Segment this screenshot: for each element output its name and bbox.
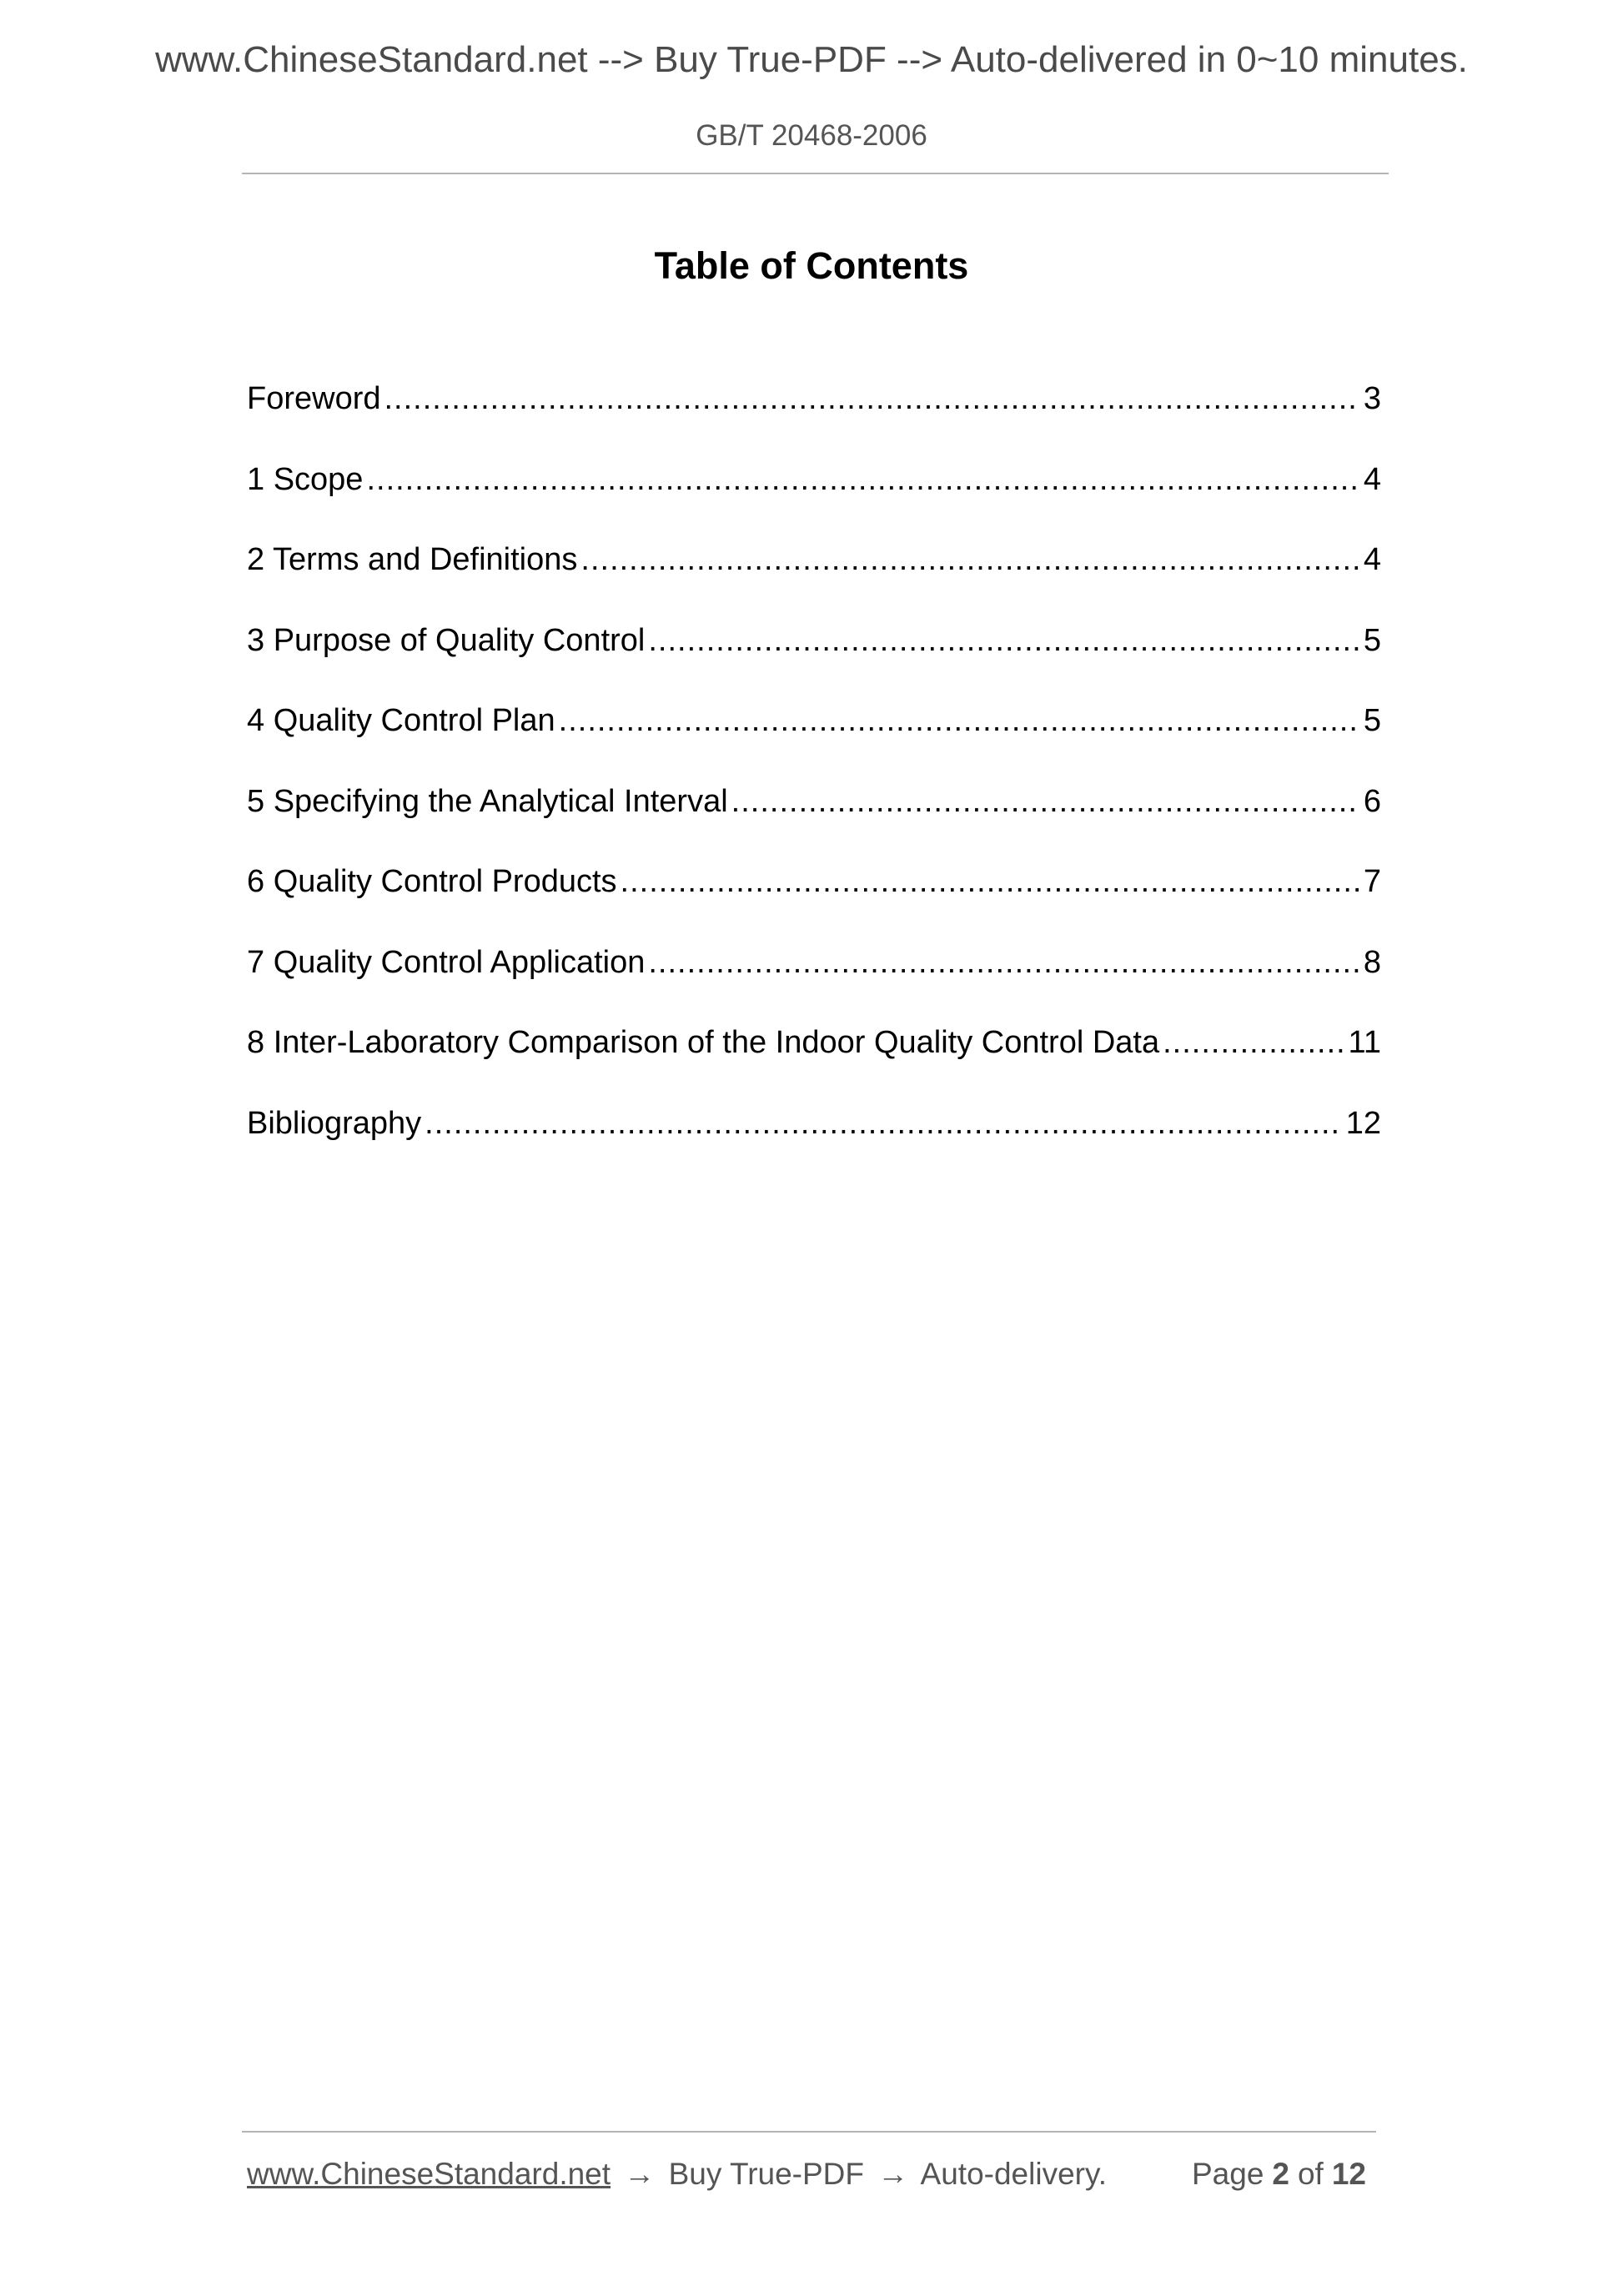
toc-entry-page: 12 <box>1345 1105 1381 1141</box>
toc-entry-label: 2 Terms and Definitions <box>247 542 578 577</box>
of-word: of <box>1297 2157 1324 2191</box>
page-indicator <box>1192 2158 1374 2189</box>
page-word: Page <box>1191 2157 1264 2191</box>
toc-dot-leader <box>384 383 1360 414</box>
toc-dot-leader <box>1163 1027 1344 1058</box>
toc-entry-label: 5 Specifying the Analytical Interval <box>247 783 728 819</box>
toc-dot-leader <box>648 625 1360 656</box>
toc-entry-scope[interactable] <box>247 461 1381 545</box>
toc-entry-quality-control-products[interactable] <box>247 866 1381 947</box>
toc-entry-page: 7 <box>1363 864 1381 899</box>
toc-entry-terms-and-definitions[interactable] <box>247 544 1381 625</box>
toc-entry-label: 1 Scope <box>247 461 364 497</box>
toc-dot-leader <box>559 705 1360 736</box>
total-page-count: 12 <box>1331 2157 1366 2191</box>
toc-entry-label: 3 Purpose of Quality Control <box>247 622 646 658</box>
toc-entry-quality-control-plan[interactable] <box>247 705 1381 786</box>
toc-entry-inter-laboratory-comparison[interactable] <box>247 1027 1381 1108</box>
toc-entry-label: 4 Quality Control Plan <box>247 703 555 738</box>
toc-list <box>247 383 1381 1188</box>
right-arrow-icon: → <box>624 2157 656 2191</box>
toc-dot-leader <box>366 464 1359 495</box>
document-code: GB/T 20468-2006 <box>696 119 927 152</box>
toc-title: Table of Contents <box>654 244 969 287</box>
toc-dot-leader <box>425 1108 1343 1139</box>
toc-dot-leader <box>580 544 1359 575</box>
toc-entry-bibliography[interactable] <box>247 1105 1381 1188</box>
toc-entry-page: 5 <box>1363 622 1381 658</box>
footer-divider <box>242 2131 1376 2133</box>
toc-entry-purpose-of-quality-control[interactable] <box>247 622 1381 706</box>
toc-entry-page: 4 <box>1363 542 1381 577</box>
toc-entry-page: 6 <box>1363 783 1381 819</box>
toc-entry-page: 11 <box>1348 1025 1381 1060</box>
page-footer <box>247 2158 1374 2189</box>
current-page-number: 2 <box>1272 2157 1289 2191</box>
footer-delivery-text: Auto-delivery. <box>920 2157 1108 2191</box>
footer-site-link[interactable]: www.ChineseStandard.net <box>247 2157 611 2191</box>
header-divider <box>242 173 1389 174</box>
right-arrow-icon: → <box>877 2157 909 2191</box>
toc-entry-label: Foreword <box>247 381 381 416</box>
toc-entry-label: 7 Quality Control Application <box>247 944 646 980</box>
toc-dot-leader <box>648 947 1359 978</box>
toc-entry-foreword[interactable] <box>247 383 1381 464</box>
toc-entry-quality-control-application[interactable] <box>247 944 1381 1027</box>
toc-entry-page: 5 <box>1363 703 1381 738</box>
toc-entry-label: Bibliography <box>247 1105 422 1141</box>
toc-entry-page: 3 <box>1363 381 1381 416</box>
toc-entry-page: 8 <box>1363 944 1381 980</box>
top-banner: www.ChineseStandard.net --> Buy True-PDF --> Auto-delivered in 0~10 minutes. <box>155 39 1468 80</box>
footer-buy-text: Buy True-PDF <box>668 2157 865 2191</box>
toc-entry-analytical-interval[interactable] <box>247 783 1381 867</box>
toc-dot-leader <box>621 866 1360 897</box>
toc-entry-label: 6 Quality Control Products <box>247 864 617 899</box>
toc-entry-label: 8 Inter-Laboratory Comparison of the Indoor Quality Control Data <box>247 1025 1160 1060</box>
toc-dot-leader <box>731 786 1360 817</box>
toc-entry-page: 4 <box>1363 461 1381 497</box>
